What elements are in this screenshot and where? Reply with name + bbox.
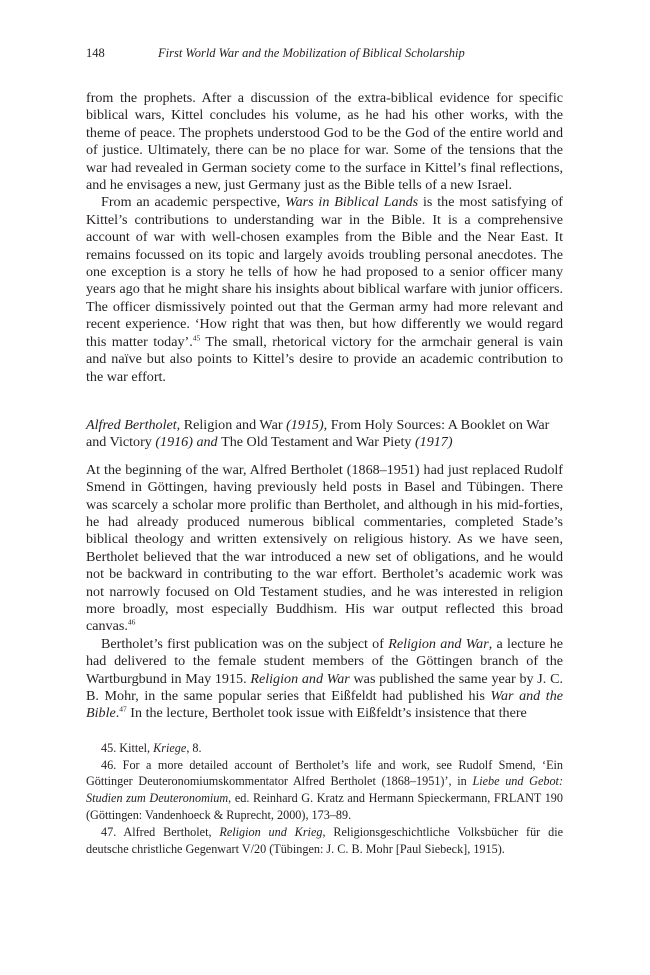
paragraph-text: was published the same year by J. C. B. Mohr, in the same popular series that Eißfeldt had published his bbox=[86, 670, 563, 704]
paragraph bbox=[86, 636, 563, 723]
heading-text: (1915), bbox=[282, 416, 331, 433]
book-title: War and the Bible bbox=[86, 688, 563, 722]
page-number: 148 bbox=[86, 46, 105, 60]
heading-text: (1916) and bbox=[151, 434, 222, 451]
footnote-text: 46. For a more detailed account of Bertholet’s life and work, see Rudolf Smend, ‘Ein Göttinger Deuteronomiumskommentator Alfred Bertholet (1868–1951)’, in bbox=[86, 757, 563, 789]
paragraph bbox=[86, 462, 563, 636]
paragraph-text: From an academic perspective, bbox=[101, 194, 286, 211]
footnote-text: 45. Kittel, bbox=[101, 740, 154, 755]
footnote-text: , Religionsgeschichtliche Volksbücher für die deutsche christliche Gegenwart V/20 (Tübingen: J. C. B. Mohr [Paul Siebeck], 1915). bbox=[86, 824, 563, 856]
book-title: Kriege bbox=[153, 740, 187, 755]
footnote-45 bbox=[86, 740, 563, 757]
paragraph bbox=[86, 90, 563, 194]
section-heading bbox=[86, 417, 563, 452]
running-head bbox=[86, 45, 566, 61]
heading-text: Religion and War bbox=[183, 416, 283, 433]
footnote-marker[interactable]: 45 bbox=[192, 333, 201, 342]
heading-text: Alfred Bertholet, bbox=[86, 416, 184, 433]
heading-text: The Old Testament and War Piety bbox=[221, 434, 412, 451]
paragraph-text: In the lecture, Bertholet took issue with Eißfeldt’s insistence that there bbox=[126, 705, 527, 722]
paragraph-text: , a lecture he had delivered to the female student members of the Göttingen branch of the Wartburgbund in May 1915. bbox=[86, 635, 563, 687]
paragraph-text: is the most satisfying of Kittel’s contributions to understanding war in the Bible. It is a comprehensive account of war with well-chosen examples from the Bible and the Near East. It remains focussed on its topic and largely avoids troubling personal anecdotes. The one exception is a story he tells of how he had proposed to a senior officer many years ago that he might share his insights about biblical warfare with junior officers. The officer dismissively pointed out that the German army had more relevant and recent experience. ‘How right that was then, but how differently we would regard this matter today’. bbox=[86, 194, 563, 350]
book-title: Religion und Krieg bbox=[219, 824, 323, 839]
heading-text: (1917) bbox=[411, 434, 453, 451]
paragraph-text: At the beginning of the war, Alfred Bertholet (1868–1951) had just replaced Rudolf Smend in Göttingen, having previously held posts in Basel and Tübingen. There was scarcely a scholar more prolific than Bertholet, and although in his mid-forties, he had already produced numerous biblical commentaries, completed Stade’s biblical theology and written extensively on religious history. As we have seen, Bertholet believed that the war introduced a new set of obligations, and he would not be backward in contributing to the war effort. Bertholet’s academic work was not narrowly focused on Old Testament studies, and he was interested in religion more broadly, most especially Buddhism. His war output reflected this broad canvas. bbox=[86, 461, 563, 635]
book-title: Religion and War bbox=[388, 635, 489, 652]
paragraph bbox=[86, 194, 563, 385]
book-title: Liebe und Gebot: Studien zum Deuteronomium bbox=[86, 774, 563, 806]
footnote-text: , ed. Reinhard G. Kratz and Hermann Spieckermann, FRLANT 190 (Göttingen: Vandenhoeck & Ruprecht, 2000), 173–89. bbox=[86, 791, 563, 822]
paragraph-text: Bertholet’s first publication was on the subject of bbox=[101, 635, 389, 652]
footnotes bbox=[86, 740, 563, 858]
paragraph-text: The small, rhetorical victory for the armchair general is vain and naïve but also points to Kittel’s desire to provide an academic contribution to the war effort. bbox=[86, 333, 564, 385]
book-title: Religion and War bbox=[250, 670, 350, 687]
paragraph-text: . bbox=[115, 705, 120, 722]
footnote-47 bbox=[86, 824, 563, 858]
paragraph-text: from the prophets. After a discussion of the extra-biblical evidence for specific biblical wars, Kittel concludes his volume, as he had his other works, with the theme of peace. The prophets understood God to be the God of the entire world and of justice. Ultimately, there can be no place for war. Some of the tensions that the war had revealed in German society come to the surface in Kittel’s final reflections, and he envisages a new, just Germany just as the Bible tells of a new Israel. bbox=[86, 90, 563, 194]
footnote-marker[interactable]: 46 bbox=[127, 617, 136, 627]
main-text bbox=[86, 90, 563, 857]
footnote-text: 47. Alfred Bertholet, bbox=[101, 824, 220, 839]
heading-text: From Holy Sources: A Booklet on War and Victory bbox=[86, 416, 550, 451]
footnote-marker[interactable]: 47 bbox=[119, 704, 127, 714]
book-title: Wars in Biblical Lands bbox=[285, 194, 419, 211]
footnote-46 bbox=[86, 757, 563, 824]
running-title: First World War and the Mobilization of Biblical Scholarship bbox=[158, 46, 465, 60]
footnote-text: , 8. bbox=[186, 740, 202, 755]
